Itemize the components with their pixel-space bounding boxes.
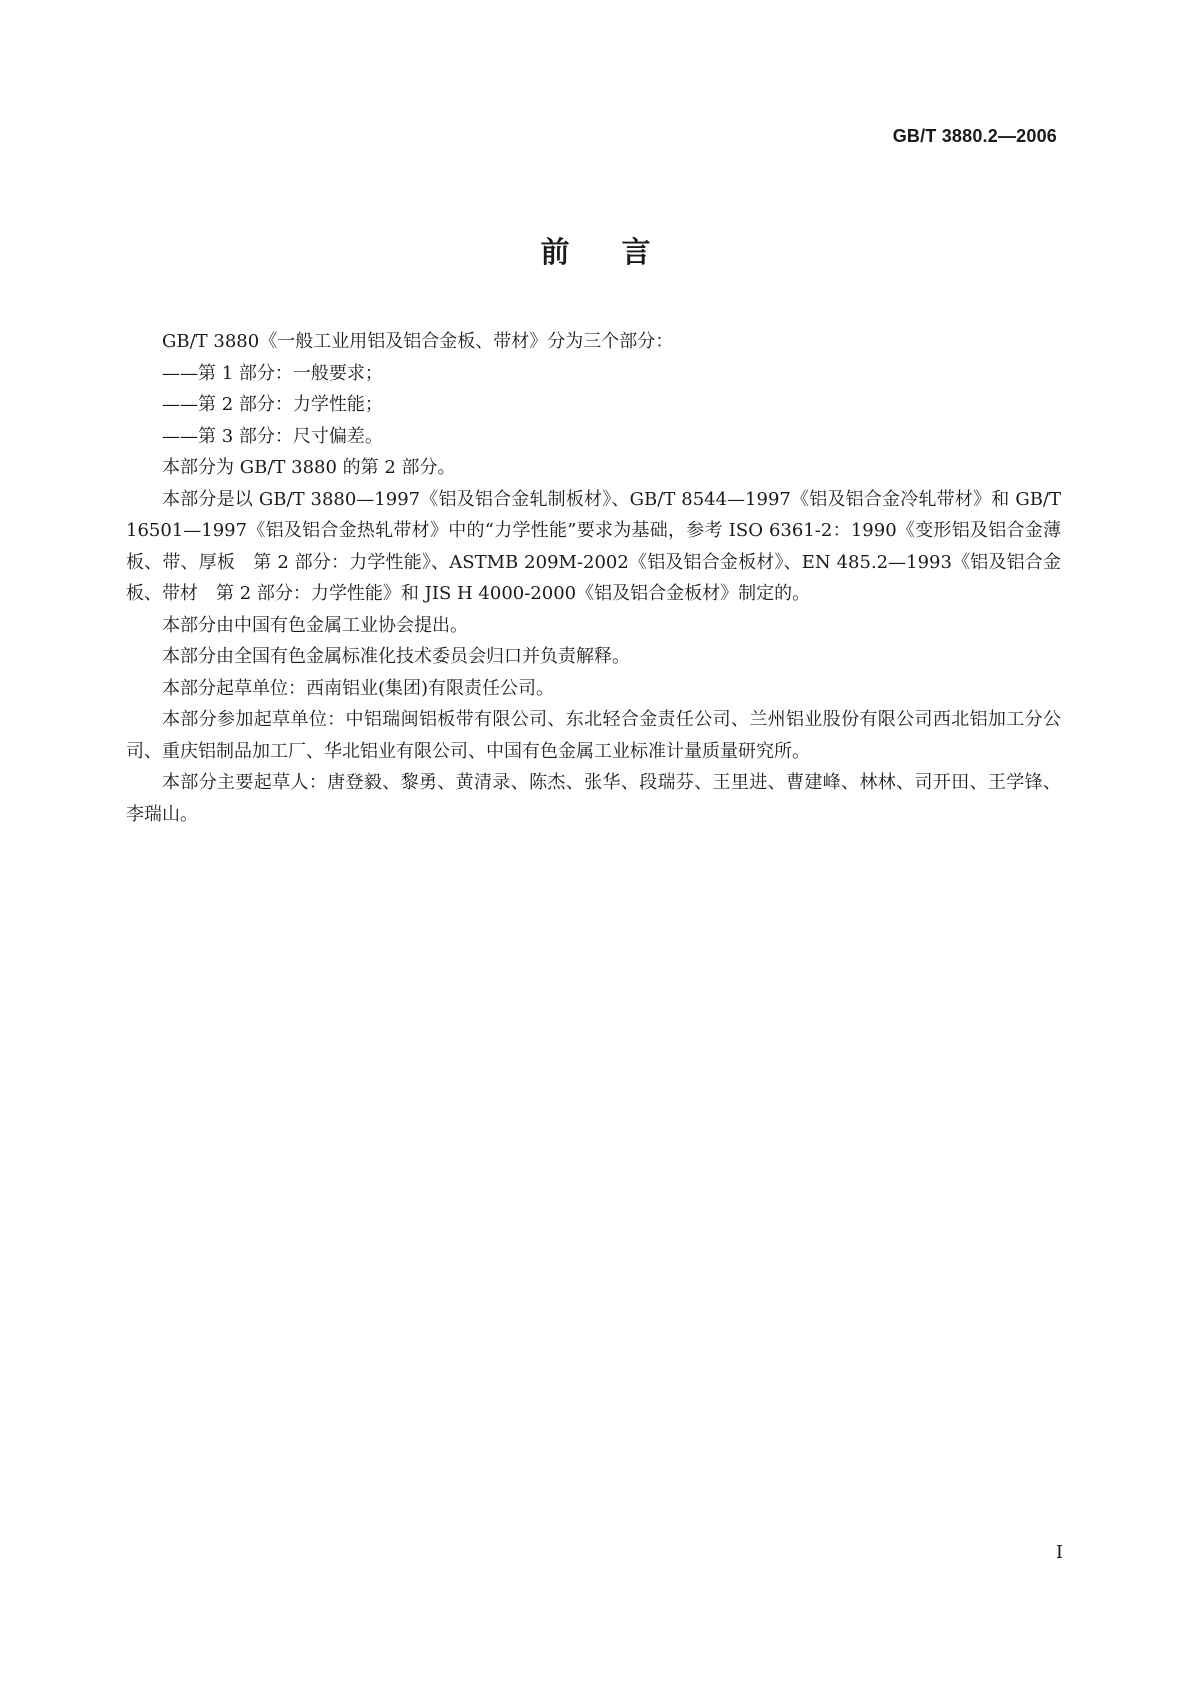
paragraph-basis: 本部分是以 GB/T 3880—1997《铝及铝合金轧制板材》、GB/T 8544—1997《铝及铝合金冷轧带材》和 GB/T 16501—1997《铝及铝合金热轧带材》中的“力学性能”要求为基础，参考 ISO 6361-2：1990《变形铝及铝合金薄板、带、厚板 第 2 部分：力学性能》、ASTMB 209M-2002《铝及铝合金板材》、EN 485.2—1993《铝及铝合金板、带材 第 2 部分：力学性能》和 JIS H 4000-2000《铝及铝合金板材》制定的。 (126, 488, 1061, 604)
paragraph-drafters: 本部分主要起草人：唐登毅、黎勇、黄清录、陈杰、张华、段瑞芬、王里进、曹建峰、林林、司开田、王学锋、李瑞山。 (126, 772, 1061, 825)
foreword-body (126, 326, 1061, 830)
paragraph-parts-intro: GB/T 3880《一般工业用铝及铝合金板、带材》分为三个部分： (162, 331, 674, 352)
list-item-part-3: ——第 3 部分：尺寸偏差。 (162, 425, 383, 447)
paragraph-drafting-unit: 本部分起草单位：西南铝业(集团)有限责任公司。 (162, 677, 555, 699)
paragraph-committee: 本部分由全国有色金属标准化技术委员会归口并负责解释。 (162, 646, 630, 667)
page-number: I (1055, 1542, 1063, 1563)
paragraph-proposer: 本部分由中国有色金属工业协会提出。 (162, 614, 468, 636)
page-title: 前言 (540, 235, 703, 269)
standard-code: GB/T 3880.2—2006 (892, 126, 1057, 146)
paragraph-participating-units: 本部分参加起草单位：中铝瑞闽铝板带有限公司、东北轻合金责任公司、兰州铝业股份有限公司西北铝加工分公司、重庆铝制品加工厂、华北铝业有限公司、中国有色金属工业标准计量质量研究所。 (126, 709, 1061, 762)
paragraph-this-part: 本部分为 GB/T 3880 的第 2 部分。 (162, 457, 456, 478)
list-item-part-1: ——第 1 部分：一般要求； (162, 362, 383, 384)
list-item-part-2: ——第 2 部分：力学性能； (162, 394, 383, 415)
